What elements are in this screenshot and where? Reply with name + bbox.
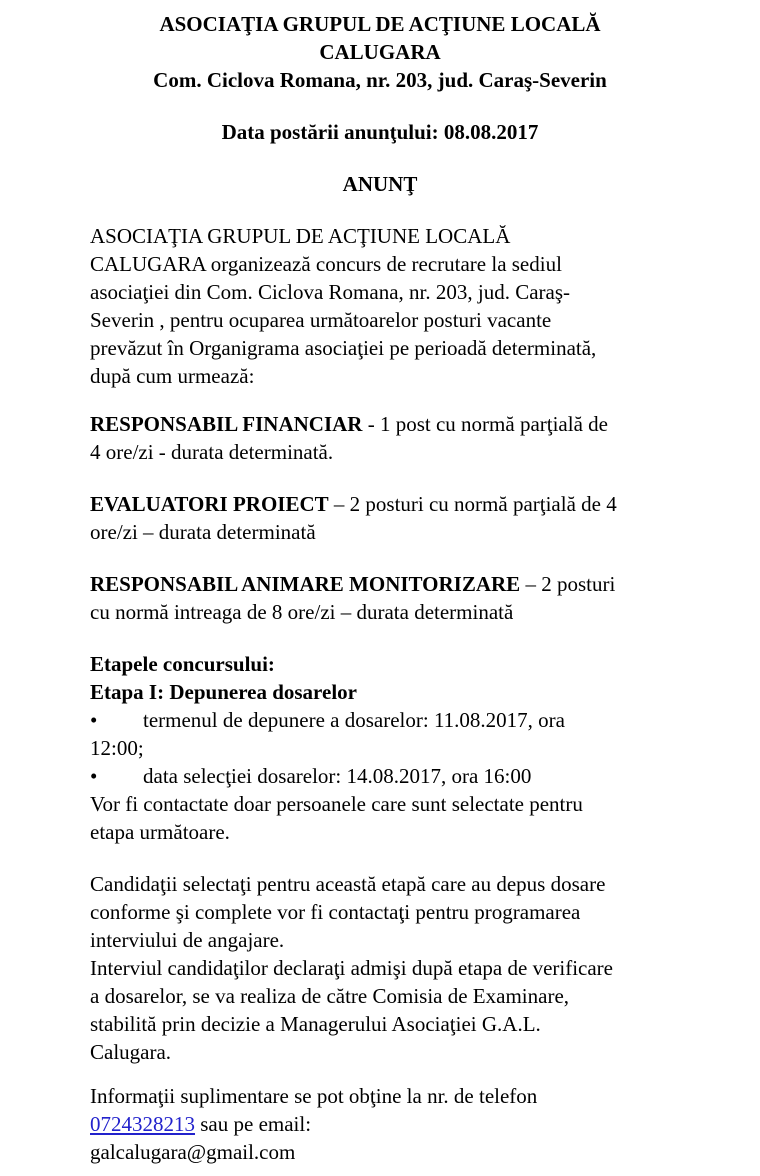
stage1-heading: Etapa I: Depunerea dosarelor	[90, 680, 357, 704]
position-financiar	[90, 410, 670, 466]
position-financiar-title: RESPONSABIL FINANCIAR	[90, 412, 363, 436]
position-animare-title: RESPONSABIL ANIMARE MONITORIZARE	[90, 572, 521, 596]
selection-line-5: a dosarelor, se va realiza de către Comisia de Examinare,	[90, 984, 570, 1008]
selection-paragraph	[90, 870, 670, 1066]
position-animare-line1	[90, 570, 670, 598]
org-address: Com. Ciclova Romana, nr. 203, jud. Caraş-Severin	[153, 68, 607, 92]
intro-line-4: Severin , pentru ocuparea următoarelor posturi vacante	[90, 308, 552, 332]
intro-paragraph	[90, 222, 670, 390]
position-evaluatori-tail: – 2 posturi cu normă parţială de 4	[328, 492, 617, 516]
position-financiar-tail: - 1 post cu normă parţială de	[362, 412, 608, 436]
intro-line-5: prevăzut în Organigrama asociaţiei pe perioadă determinată,	[90, 336, 597, 360]
document-page	[90, 0, 670, 1166]
position-animare	[90, 570, 670, 626]
position-animare-line2: cu normă intreaga de 8 ore/zi – durata determinată	[90, 600, 514, 624]
intro-line-6: după cum urmează:	[90, 364, 255, 388]
bullet-deadline-text: termenul de depunere a dosarelor: 11.08.2017, ora	[143, 708, 565, 732]
contact-line-1: Informaţii suplimentare se pot obţine la nr. de telefon	[90, 1084, 538, 1108]
bullet-icon: •	[90, 708, 98, 732]
position-evaluatori	[90, 490, 670, 546]
selection-line-4: Interviul candidaţilor declaraţi admişi după etapa de verificare	[90, 956, 614, 980]
announcement-heading-block	[90, 170, 670, 198]
contact-line-2	[90, 1110, 670, 1138]
position-evaluatori-line1	[90, 490, 670, 518]
post-date-block	[90, 118, 670, 146]
email-text: galcalugara@gmail.com	[90, 1140, 296, 1164]
position-evaluatori-title: EVALUATORI PROIECT	[90, 492, 329, 516]
selection-line-1: Candidaţii selectaţi pentru această etapă care au depus dosare	[90, 872, 606, 896]
announcement-heading: ANUNŢ	[342, 172, 418, 196]
post-date: Data postării anunţului: 08.08.2017	[221, 120, 539, 144]
selection-line-6: stabilită prin decizie a Managerului Asociaţiei G.A.L.	[90, 1012, 541, 1036]
org-title-line1: ASOCIAŢIA GRUPUL DE ACŢIUNE LOCALĂ	[159, 12, 601, 36]
position-animare-tail: – 2 posturi	[520, 572, 616, 596]
phone-link[interactable]: 0724328213	[90, 1112, 195, 1136]
bullet-item-deadline	[90, 706, 670, 734]
intro-line-2: CALUGARA organizează concurs de recrutare la sediul	[90, 252, 562, 276]
stages-note-line1: Vor fi contactate doar persoanele care sunt selectate pentru	[90, 792, 583, 816]
selection-line-7: Calugara.	[90, 1040, 172, 1064]
org-title-line2: CALUGARA	[319, 40, 441, 64]
selection-line-2: conforme şi complete vor fi contactaţi pentru programarea	[90, 900, 581, 924]
contact-section	[90, 1082, 670, 1166]
bullet-item-selection	[90, 762, 670, 790]
bullet-selection-text: data selecţiei dosarelor: 14.08.2017, ora 16:00	[143, 764, 532, 788]
intro-line-3: asociaţiei din Com. Ciclova Romana, nr. 203, jud. Caraş-	[90, 280, 570, 304]
position-financiar-line1	[90, 410, 670, 438]
contact-after-phone: sau pe email:	[195, 1112, 312, 1136]
selection-line-3: interviului de angajare.	[90, 928, 285, 952]
stages-note-line2: etapa următoare.	[90, 820, 230, 844]
position-evaluatori-line2: ore/zi – durata determinată	[90, 520, 316, 544]
stages-section	[90, 650, 670, 846]
bullet-deadline-cont: 12:00;	[90, 736, 144, 760]
intro-line-1: ASOCIAŢIA GRUPUL DE ACŢIUNE LOCALĂ	[90, 224, 511, 248]
bullet-icon: •	[90, 764, 98, 788]
stages-heading: Etapele concursului:	[90, 652, 275, 676]
document-header	[90, 10, 670, 94]
position-financiar-line2: 4 ore/zi - durata determinată.	[90, 440, 334, 464]
